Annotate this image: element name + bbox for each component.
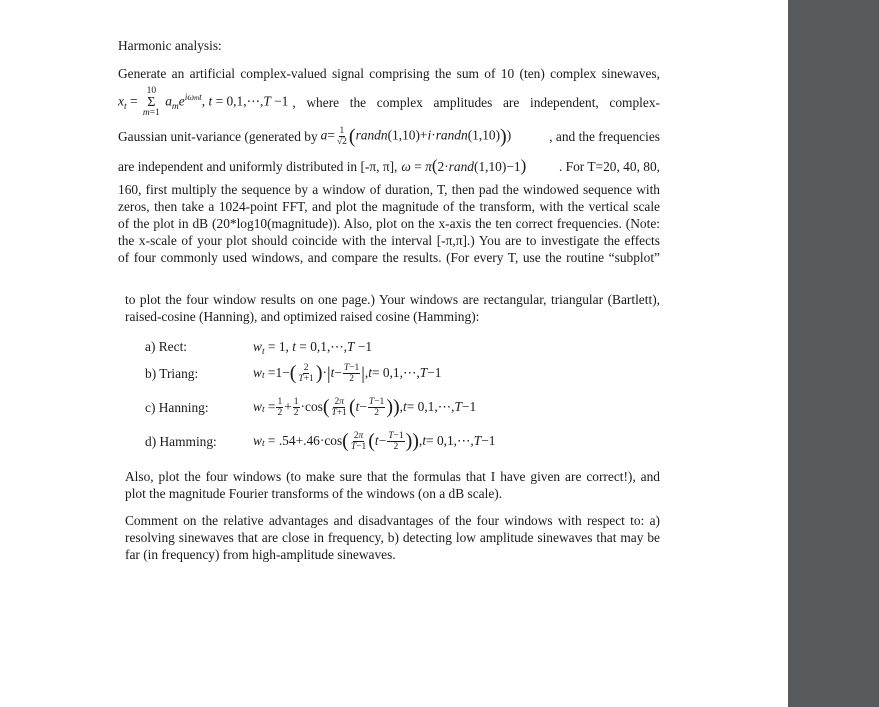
formula-hamming: w t = .54+.46·cos ( $\frac{2\pi}{T-1}$ ( t − $\frac{T-1}{2}$ )) , t = 0,1,⋯, T −1 [253,430,496,452]
p1-line2-equation [118,86,660,119]
p1-line9: of four commonly used windows, and compare the results. (For every T, use the routine “subplot” [118,250,660,265]
section-title: Harmonic analysis: [118,38,222,53]
amplitude-formula: a= $\frac{1}{√2}$ (randn(1,10)+i·randn(1,10))) [320,125,512,148]
p2-line1: to plot the four window results on one page.) Your windows are rectangular, triangular (Bartlett), [125,292,660,307]
p4-line1: Comment on the relative advantages and disadvantages of the four windows with respect to: a) [125,513,660,528]
p1-line3 [118,126,660,147]
formula-rect: $w_t = 1$, t = 0,1,⋯,T −1 [253,339,373,357]
window-label-rect: a) Rect: [145,339,188,354]
p1-line8: the x-scale of your plot should coincide with the interval [-π,π].) You are to investigate the effects [118,233,660,248]
window-label-hamming: d) Hamming: [145,434,217,449]
frequency-formula: ω = π(2·rand(1,10)−1) [401,156,527,175]
p1-line6: zeros, then take a 1024-point FFT, and plot the magnitude of the transform, with the vertical scale [118,199,660,214]
p1-line7: of the plot in dB (20*log10(magnitude)). Also, plot on the x-axis the ten correct frequencies. (Note: [118,216,660,231]
viewer-side-panel [788,0,879,707]
formula-triang: w t =1− ( $\frac{2}{T+1}$ ) · | t − $\frac{T-1}{2}$ | , t = 0,1,⋯, T −1 [253,362,442,384]
p4-line2: resolving sinewaves that are close in frequency, b) detecting low amplitude sinewaves that may be [125,530,660,545]
p1-line4-post: . For T=20, 40, 80, [558,158,660,174]
p1-line5: 160, first multiply the sequence by a window of duration, T, then pad the windowed sequence with [118,182,660,197]
p3-line2: plot the magnitude Fourier transforms of the windows (on a dB scale). [125,486,503,501]
p1-line3-pre: Gaussian unit-variance (generated by [118,128,318,144]
eq-where-text: , where the complex amplitudes are independent, complex- [292,94,660,110]
p3-line1: Also, plot the four windows (to make sure that the formulas that I have given are correct!), and [125,469,660,484]
window-label-hanning: c) Hanning: [145,400,209,415]
formula-hanning: w t = $\frac{1}{2}$ + $\frac{1}{2}$ ·cos ( $\frac{2\pi}{T+1}$ ( t − $\frac{T-1}{2}$ )) , t = 0,1,⋯, T −1 [253,396,477,418]
p2-line2: raised-cosine (Hanning), and optimized raised cosine (Hamming): [125,309,480,324]
window-label-triang: b) Triang: [145,366,199,381]
signal-equation: $x_t$ = 10 Σ m=1 $a_me^{i\omega mt}$, t = 0,1,⋯,T −1 [118,86,289,118]
p1-line4-pre: are independent and uniformly distributed in [-π, π], [118,158,398,174]
p1-line4 [118,158,660,175]
p1-line1: Generate an artificial complex-valued signal comprising the sum of 10 (ten) complex sinewaves, [118,66,660,81]
p1-line3-post: , and the frequencies [549,128,660,144]
p4-line3: far (in frequency) from high-amplitude sinewaves. [125,547,396,562]
